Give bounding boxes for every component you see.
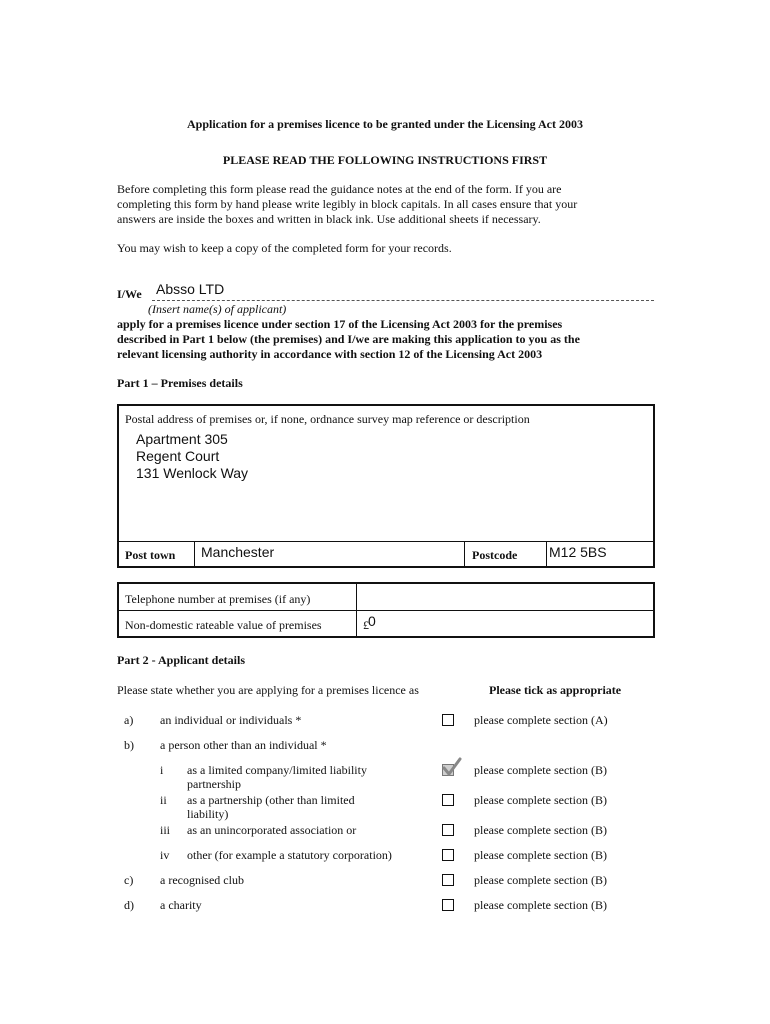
intro-line: answers are inside the boxes and written in black ink. Use additional sheets if necessary. [117,212,541,226]
option-text: a recognised club [160,873,244,887]
statement-line: relevant licensing authority in accordance with section 12 of the Licensing Act 2003 [117,347,543,361]
option-text-line: partnership [187,777,241,791]
applicant-prefix: I/We [117,287,142,301]
address-field[interactable] [136,431,248,482]
option-letter: ii [160,793,167,807]
option-note: please complete section (A) [474,713,608,727]
option-letter: a) [124,713,134,727]
option-note: please complete section (B) [474,823,607,837]
copy-note: You may wish to keep a copy of the completed form for your records. [117,241,452,255]
statement-line: described in Part 1 below (the premises) and I/we are making this application to you as the [117,332,580,346]
option-letter: iv [160,848,170,862]
checkbox-recognised-club[interactable] [442,874,454,886]
option-letter: iii [160,823,171,837]
intro-line: completing this form by hand please write legibly in block capitals. In all cases ensure that your [117,197,578,211]
currency-symbol: £ [363,618,369,632]
checkbox-individual[interactable] [442,714,454,726]
applicant-name-value: Absso LTD [156,281,225,297]
premises-address-box [117,404,655,568]
address-line: Regent Court [136,448,220,464]
option-text-line: as a limited company/limited liability [187,763,367,777]
option-text-line: as a partnership (other than limited [187,793,355,807]
rateable-label: Non-domestic rateable value of premises [125,618,322,632]
option-text: a charity [160,898,202,912]
option-note: please complete section (B) [474,763,607,777]
intro-line: Before completing this form please read the guidance notes at the end of the form. If you are [117,182,562,196]
option-letter: i [160,763,164,777]
checkbox-limited-company[interactable] [442,764,454,776]
option-note: please complete section (B) [474,848,607,862]
address-label: Postal address of premises or, if none, ordnance survey map reference or description [125,412,530,426]
applicant-name-field[interactable] [152,283,654,301]
option-letter: c) [124,873,134,887]
divider [194,541,195,566]
divider [119,610,653,611]
divider [464,541,465,566]
address-line: 131 Wenlock Way [136,465,249,481]
checkmark-icon [441,756,463,778]
option-text-line: liability) [187,807,229,821]
option-text: an individual or individuals * [160,713,302,727]
applicant-hint: (Insert name(s) of applicant) [148,302,287,316]
telephone-label: Telephone number at premises (if any) [125,592,311,606]
checkbox-partnership[interactable] [442,794,454,806]
premises-details-table [117,582,655,638]
post-town-label: Post town [125,548,176,562]
option-note: please complete section (B) [474,898,607,912]
option-text [187,793,355,821]
checkbox-other[interactable] [442,849,454,861]
option-letter: d) [124,898,134,912]
postcode-label: Postcode [472,548,518,562]
instructions-heading: PLEASE READ THE FOLLOWING INSTRUCTIONS FIRST [222,153,548,167]
statement-line: apply for a premises licence under section 17 of the Licensing Act 2003 for the premises [117,317,563,331]
part2-heading: Part 2 - Applicant details [117,653,245,667]
option-text [187,763,367,791]
intro-paragraph [117,182,577,227]
option-text: other (for example a statutory corporation) [187,848,392,862]
option-note: please complete section (B) [474,873,607,887]
option-letter: b) [124,738,134,752]
option-text: a person other than an individual * [160,738,327,752]
applicant-statement [117,317,580,362]
tick-heading: Please tick as appropriate [489,683,622,697]
post-town-field[interactable]: Manchester [201,544,275,560]
option-note: please complete section (B) [474,793,607,807]
divider [546,541,547,566]
option-text: as an unincorporated association or [187,823,357,837]
checkbox-charity[interactable] [442,899,454,911]
form-title: Application for a premises licence to be granted under the Licensing Act 2003 [187,117,583,131]
part1-heading: Part 1 – Premises details [117,376,243,390]
postcode-field[interactable]: M12 5BS [549,544,607,560]
divider [119,541,653,542]
part2-question: Please state whether you are applying for a premises licence as [117,683,419,697]
divider [356,584,357,636]
address-line: Apartment 305 [136,431,228,447]
checkbox-unincorporated-association[interactable] [442,824,454,836]
rateable-value-field[interactable]: 0 [368,613,376,629]
